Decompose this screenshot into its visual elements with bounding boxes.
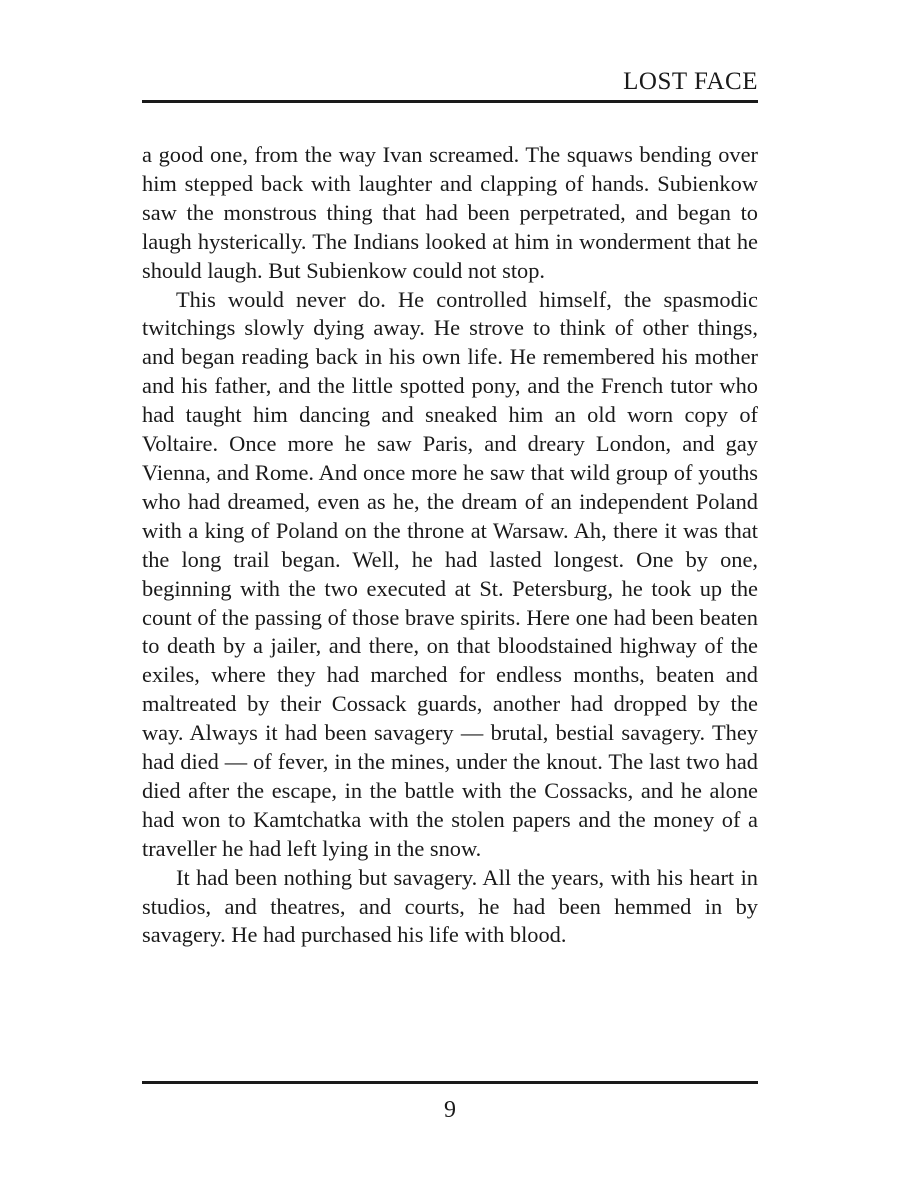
header-rule: [142, 100, 758, 103]
paragraph: It had been nothing but savagery. All the years, with his heart in studios, and theatres, and courts, he had been hemmed in by savagery. He had purchased his life with blood.: [142, 864, 758, 948]
paragraph: This would never do. He controlled himself, the spasmodic twitchings slowly dying away. He strove to think of other things, and began reading back in his own life. He remembered his mother and his father, and the little spotted pony, and the French tutor who had taught him dancing and sneaked him an old worn copy of Voltaire. Once more he saw Paris, and dreary London, and gay Vienna, and Rome. And once more he saw that wild group of youths who had dreamed, even as he, the dream of an independent Poland with a king of Poland on the throne at Warsaw. Ah, there it was that the long trail began. Well, he had lasted longest. One by one, beginning with the two executed at St. Petersburg, he took up the count of the passing of those brave spirits. Here one had been beaten to death by a jailer, and there, on that bloodstained highway of the exiles, where they had marched for endless months, beaten and maltreated by their Cossack guards, another had dropped by the way. Always it had been savagery — brutal, bestial savagery. They had died — of fever, in the mines, under the knout. The last two had died after the escape, in the battle with the Cossacks, and he alone had won to Kamtchatka with the stolen papers and the money of a traveller he had left lying in the snow.: [142, 286, 758, 861]
body-text: [142, 141, 758, 950]
page-number: 9: [444, 1097, 456, 1123]
paragraph-continued: a good one, from the way Ivan screamed. The squaws bending over him stepped back with laughter and clapping of hands. Subienkow saw the monstrous thing that had been perpetrated, and began to laugh hysterically. The Indians looked at him in wonderment that he should laugh. But Subienkow could not stop.: [142, 142, 758, 283]
footer-rule: [142, 1081, 758, 1084]
running-title: LOST FACE: [623, 68, 758, 95]
